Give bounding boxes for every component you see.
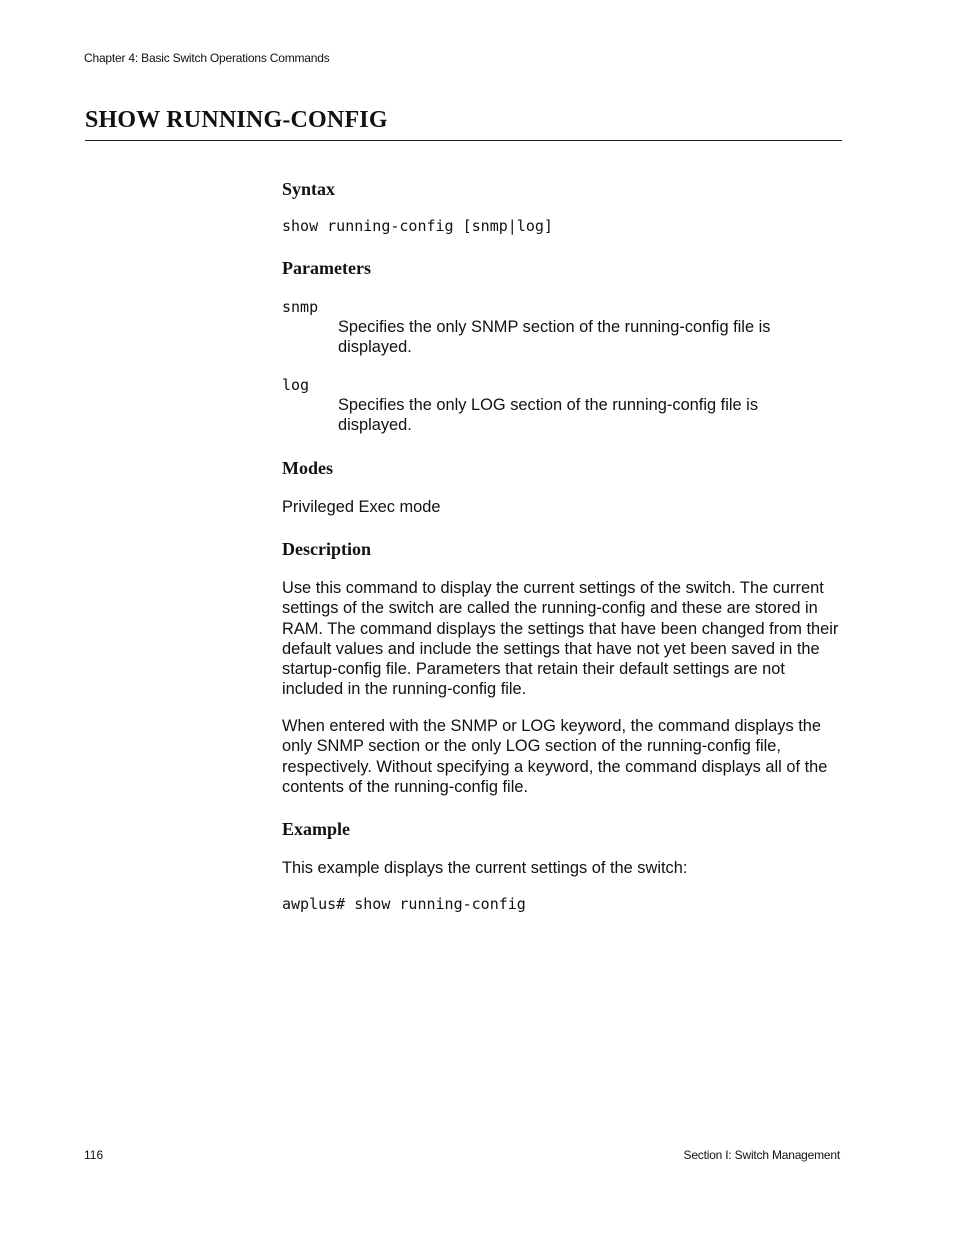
example-command: awplus# show running-config (282, 895, 526, 913)
syntax-command: show running-config [snmp|log] (282, 217, 553, 235)
description-paragraph-1: Use this command to display the current settings of the switch. The current settings of the switch are called the running-config and these are stored in RAM. The command displays the settings that have been changed from their default values and include the settings that have not yet been saved in the startup-config file. Parameters that retain their default settings are not included in the running-config file. (282, 579, 839, 699)
syntax-heading: Syntax (282, 179, 336, 199)
parameter-name-snmp: snmp (282, 298, 319, 316)
parameter-description-log: Specifies the only LOG section of the running-config file is displayed. (338, 396, 759, 435)
example-text: This example displays the current settings of the switch: (282, 859, 688, 877)
page-number: 116 (84, 1148, 104, 1162)
description-paragraph-2: When entered with the SNMP or LOG keyword, the command displays the only SNMP section or the only LOG section of the running-config file, respectively. Without specifying a keyword, the command displays all of the contents of the running-config file. (282, 717, 828, 796)
modes-text: Privileged Exec mode (282, 498, 441, 516)
modes-heading: Modes (282, 458, 333, 478)
section-footer: Section I: Switch Management (683, 1148, 840, 1162)
parameter-name-log: log (282, 376, 310, 394)
running-header: Chapter 4: Basic Switch Operations Commands (84, 51, 330, 65)
parameter-description-snmp: Specifies the only SNMP section of the running-config file is displayed. (338, 318, 771, 357)
title-rule (85, 140, 842, 141)
example-heading: Example (282, 819, 351, 839)
page-title: SHOW RUNNING-CONFIG (85, 107, 388, 133)
parameters-heading: Parameters (282, 258, 371, 278)
description-heading: Description (282, 539, 371, 559)
